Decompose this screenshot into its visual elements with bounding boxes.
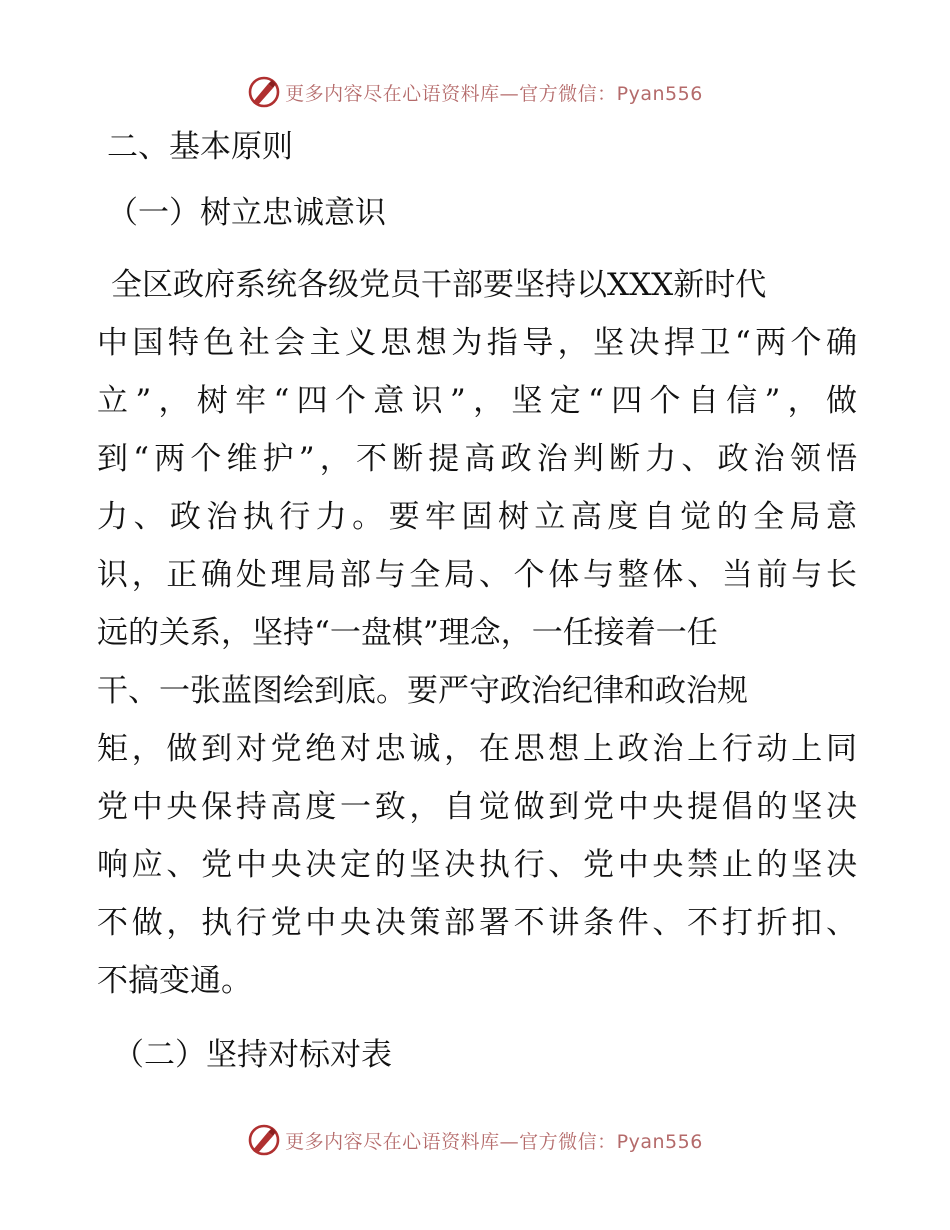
subsection-title-2: （二）坚持对标对表 xyxy=(113,1037,392,1073)
body-paragraph xyxy=(97,256,857,1010)
paragraph-line-4: 到“两个维护”，不断提高政治判断力、政治领悟 xyxy=(97,441,857,477)
paragraph-line-8: 干、一张蓝图绘到底。要严守政治纪律和政治规 xyxy=(97,673,748,709)
paragraph-line-5: 力、政治执行力。要牢固树立高度自觉的全局意 xyxy=(97,499,857,535)
pen-logo-icon xyxy=(247,75,281,109)
paragraph-line-12: 不做，执行党中央决策部署不讲条件、不打折扣、 xyxy=(97,905,857,941)
paragraph-line-3: 立”，树牢“四个意识”，坚定“四个自信”，做 xyxy=(97,383,857,419)
paragraph-line-9: 矩，做到对党绝对忠诚，在思想上政治上行动上同 xyxy=(97,731,857,767)
section-title: 二、基本原则 xyxy=(107,129,293,165)
paragraph-line-1: 全区政府系统各级党员干部要坚持以XXX新时代 xyxy=(111,267,767,303)
paragraph-line-6: 识，正确处理局部与全局、个体与整体、当前与长 xyxy=(97,557,857,593)
paragraph-line-7: 远的关系，坚持“一盘棋”理念，一任接着一任 xyxy=(97,615,718,651)
paragraph-line-11: 响应、党中央决定的坚决执行、党中央禁止的坚决 xyxy=(97,847,857,883)
watermark-text: 更多内容尽在心语资料库—官方微信：Pyan556 xyxy=(285,82,703,105)
subsection-title-1: （一）树立忠诚意识 xyxy=(107,195,386,231)
pen-logo-icon xyxy=(247,1123,281,1157)
watermark-account: Pyan556 xyxy=(616,82,703,105)
watermark-text: 更多内容尽在心语资料库—官方微信：Pyan556 xyxy=(285,1130,703,1153)
header-watermark xyxy=(0,72,950,112)
document-body xyxy=(97,118,857,1084)
paragraph-line-13: 不搞变通。 xyxy=(97,963,252,999)
paragraph-line-2: 中国特色社会主义思想为指导，坚决捍卫“两个确 xyxy=(97,325,857,361)
footer-watermark xyxy=(0,1120,950,1160)
paragraph-line-10: 党中央保持高度一致，自觉做到党中央提倡的坚决 xyxy=(97,789,857,825)
watermark-account: Pyan556 xyxy=(616,1130,703,1153)
